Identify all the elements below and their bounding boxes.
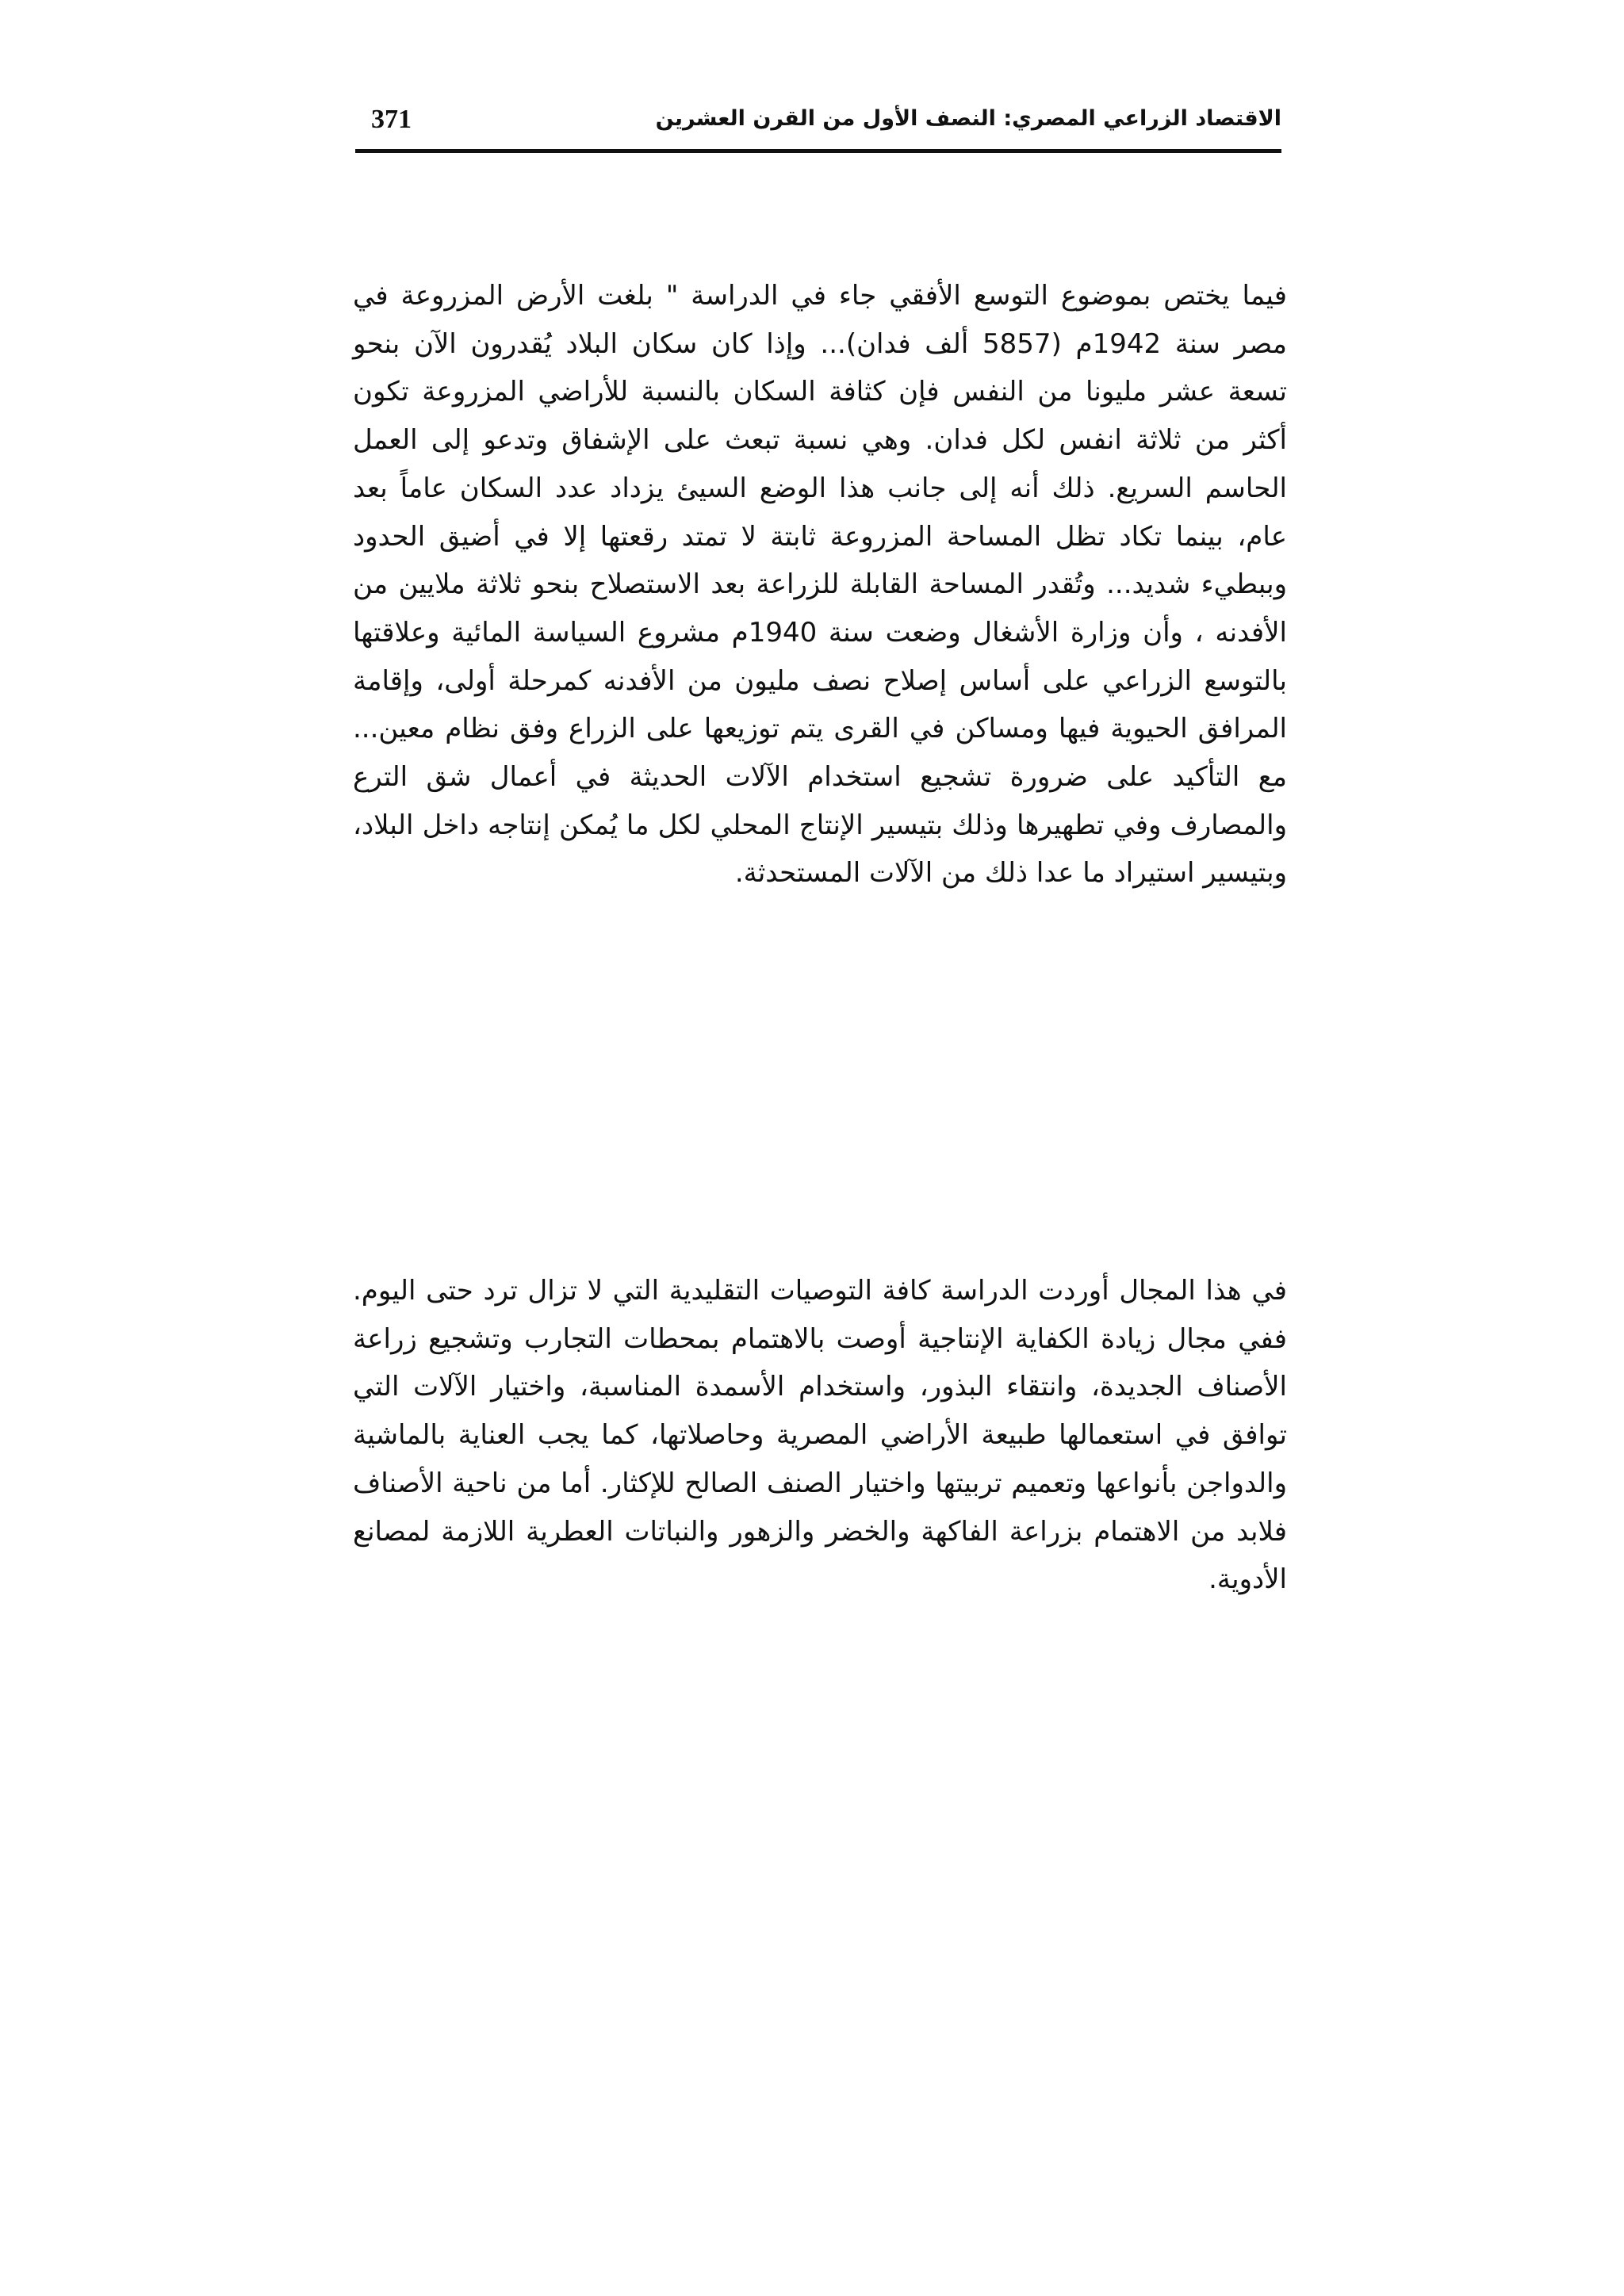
- running-header: [355, 101, 1281, 153]
- paragraph-productivity-recommendations: في هذا المجال أوردت الدراسة كافة التوصيات التقليدية التي لا تزال ترد حتى اليوم. ففي مجال زيادة الكفاية الإنتاجية أوصت بالاهتمام بمحطات التجارب وتشجيع زراعة الأصناف الجديدة، وانتقاء البذور، واستخدام الأسمدة المناسبة، واختيار الآلات التي توافق في استعمالها طبيعة الأراضي المصرية وحاصلاتها، كما يجب العناية بالماشية والدواجن بأنواعها وتعميم تربيتها واختيار الصنف الصالح للإكثار. أما من ناحية الأصناف فلابد من الاهتمام بزراعة الفاكهة والخضر والزهور والنباتات العطرية اللازمة لمصانع الأدوية.: [353, 1275, 1287, 1596]
- page-number: 371: [371, 105, 412, 134]
- paragraph-horizontal-expansion: فيما يختص بموضوع التوسع الأفقي جاء في الدراسة " بلغت الأرض المزروعة في مصر سنة 1942م (5857 ألف فدان)... وإذا كان سكان البلاد يُقدرون الآن بنحو تسعة عشر مليونا من النفس فإن كثافة السكان بالنسبة للأراضي المزروعة تكون أكثر من ثلاثة انفس لكل فدان. وهي نسبة تبعث على الإشفاق وتدعو إلى العمل الحاسم السريع. ذلك أنه إلى جانب هذا الوضع السيئ يزداد عدد السكان عاماً بعد عام، بينما تكاد تظل المساحة المزروعة ثابتة لا تمتد رقعتها إلا في أضيق الحدود وببطيء شديد... وتُقدر المساحة القابلة للزراعة بعد الاستصلاح بنحو ثلاثة ملايين من الأفدنه ، وأن وزارة الأشغال وضعت سنة 1940م مشروع السياسة المائية وعلاقتها بالتوسع الزراعي على أساس إصلاح نصف مليون من الأفدنه كمرحلة أولى، وإقامة المرافق الحيوية فيها ومساكن في القرى يتم توزيعها على الزراع وفق نظام معين... مع التأكيد على ضرورة تشجيع استخدام الآلات الحديثة في أعمال شق الترع والمصارف وفي تطهيرها وذلك بتيسير الإنتاج المحلي لكل ما يُمكن إنتاجه داخل البلاد، وبتيسير استيراد ما عدا ذلك من الآلات المستحدثة.: [353, 280, 1287, 890]
- running-title: الاقتصاد الزراعي المصري: النصف الأول من القرن العشرين: [655, 106, 1281, 131]
